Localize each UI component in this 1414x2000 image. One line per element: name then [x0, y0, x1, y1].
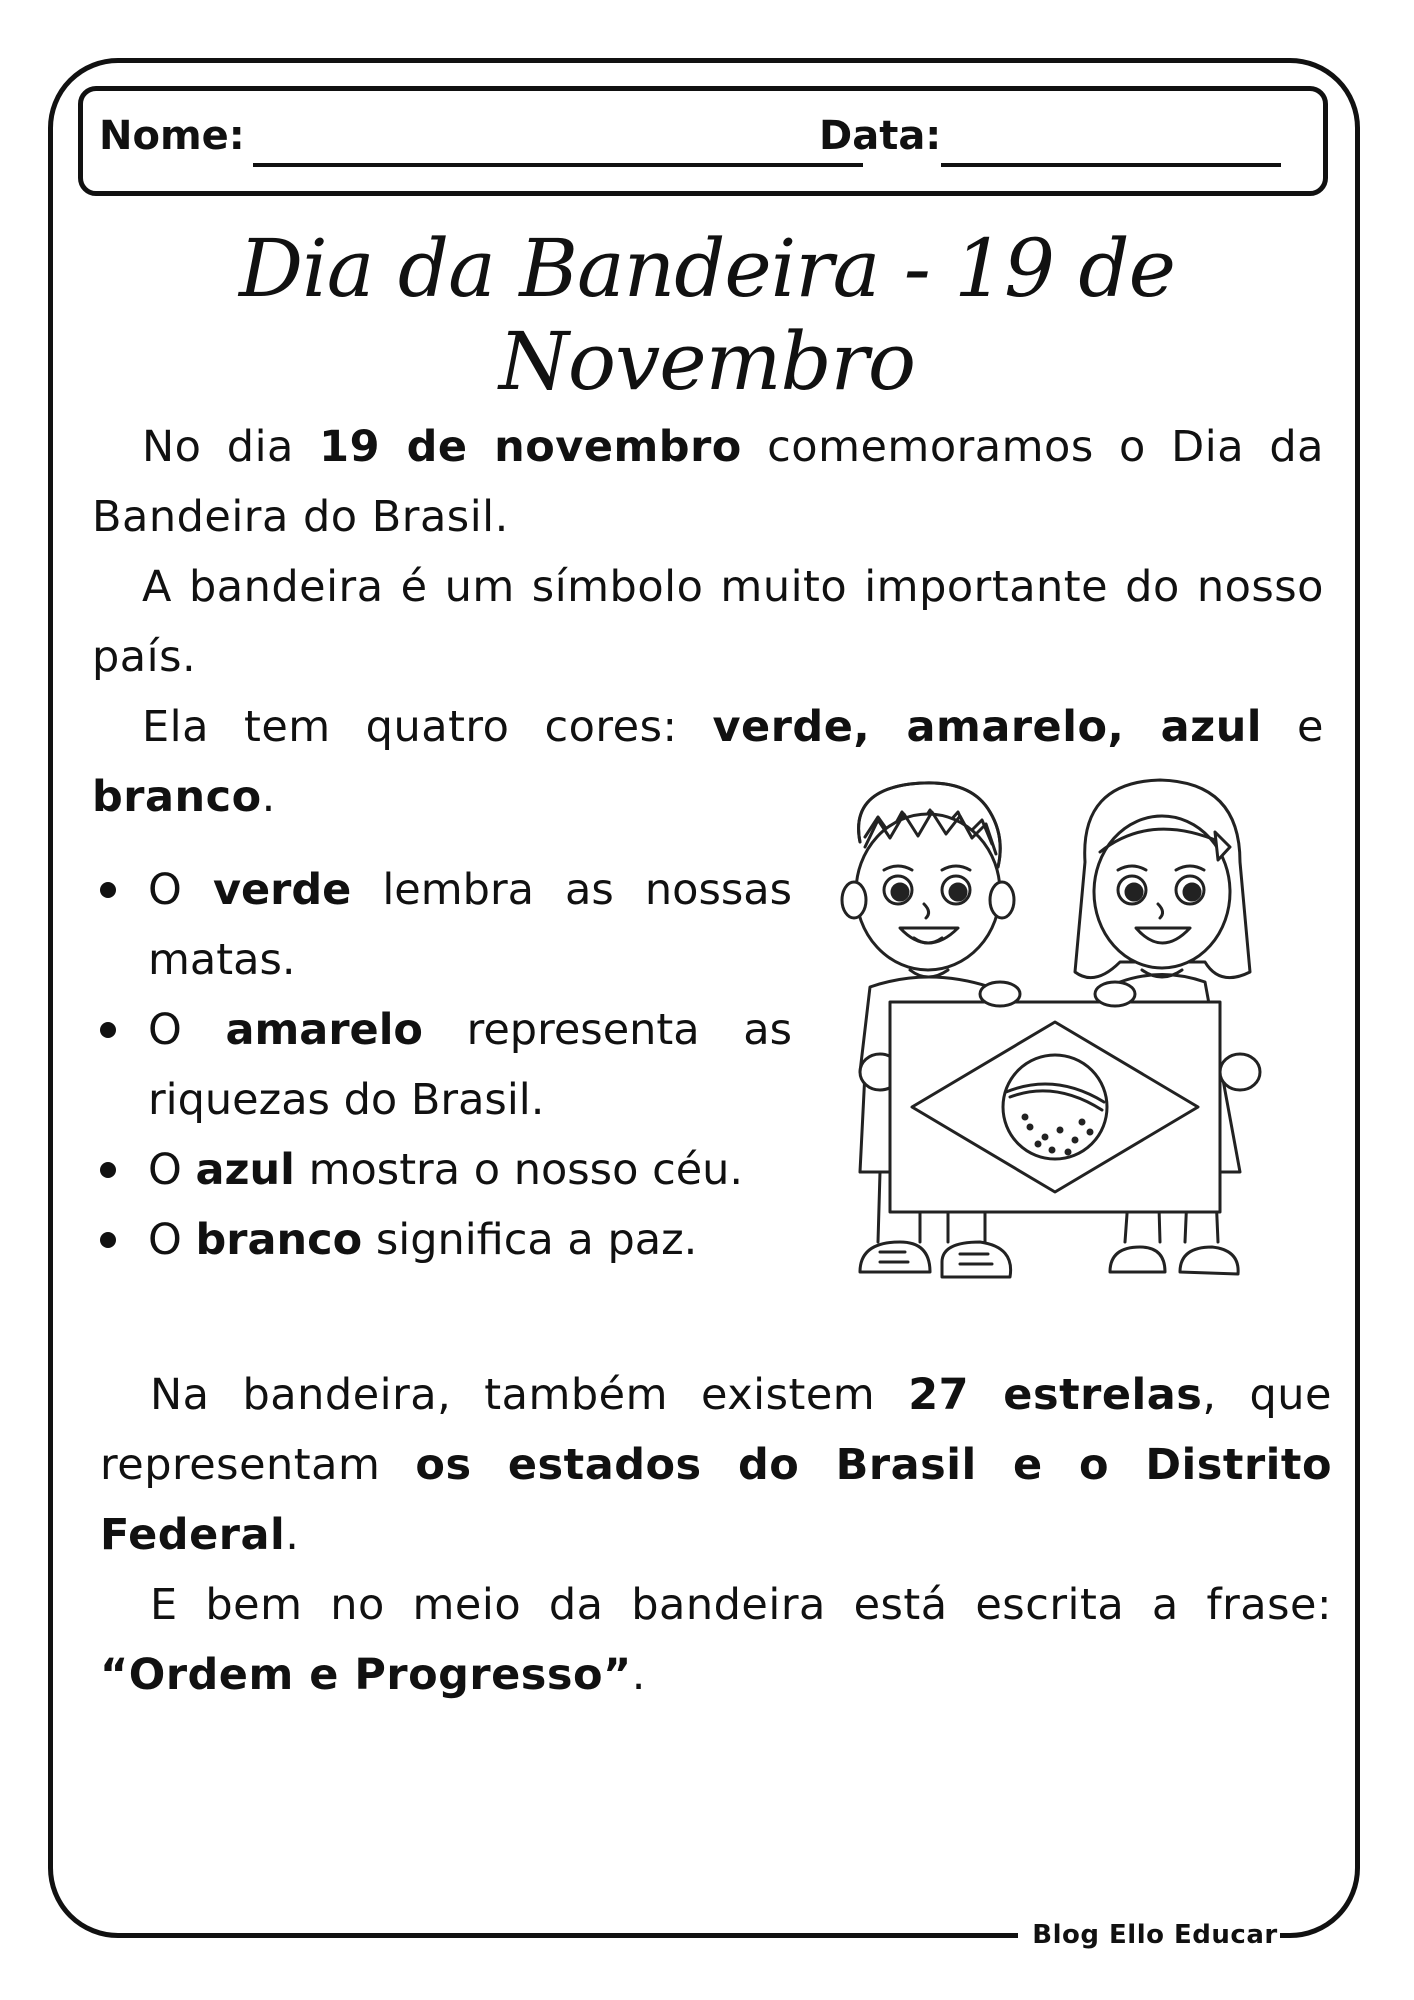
intro-paragraph-2: A bandeira é um símbolo muito importante do nosso país. — [92, 562, 1324, 682]
closing-paragraph-1: Na bandeira, também existem 27 estrelas, que representam os estados do Brasil e o Distrito Federal. — [100, 1370, 1333, 1560]
children-holding-brazil-flag-icon — [820, 772, 1290, 1352]
closing-paragraph-2: E bem no meio da bandeira está escrita a frase: “Ordem e Progresso”. — [100, 1580, 1332, 1700]
brazil-flag-drawing — [890, 982, 1220, 1212]
date-field[interactable] — [941, 163, 1281, 167]
list-item: O amarelo representa as riquezas do Brasil. — [92, 995, 792, 1135]
name-field[interactable] — [253, 163, 863, 167]
date-label: Data: — [819, 113, 942, 159]
intro-text — [92, 412, 1324, 832]
intro-paragraph-3: Ela tem quatro cores: verde, amarelo, azul e branco. — [92, 702, 1325, 822]
name-date-box — [78, 86, 1328, 196]
closing-text — [100, 1360, 1332, 1710]
list-item: O azul mostra o nosso céu. — [92, 1135, 792, 1205]
list-item: O verde lembra as nossas matas. — [92, 855, 792, 995]
name-label: Nome: — [99, 113, 245, 159]
page-title: Dia da Bandeira - 19 de Novembro — [239, 222, 1175, 408]
intro-paragraph-1: No dia 19 de novembro comemoramos o Dia da Bandeira do Brasil. — [92, 422, 1325, 542]
list-item: O branco significa a paz. — [92, 1205, 792, 1275]
colors-list — [92, 855, 792, 1275]
footer-credit: Blog Ello Educar — [1032, 1920, 1278, 1950]
